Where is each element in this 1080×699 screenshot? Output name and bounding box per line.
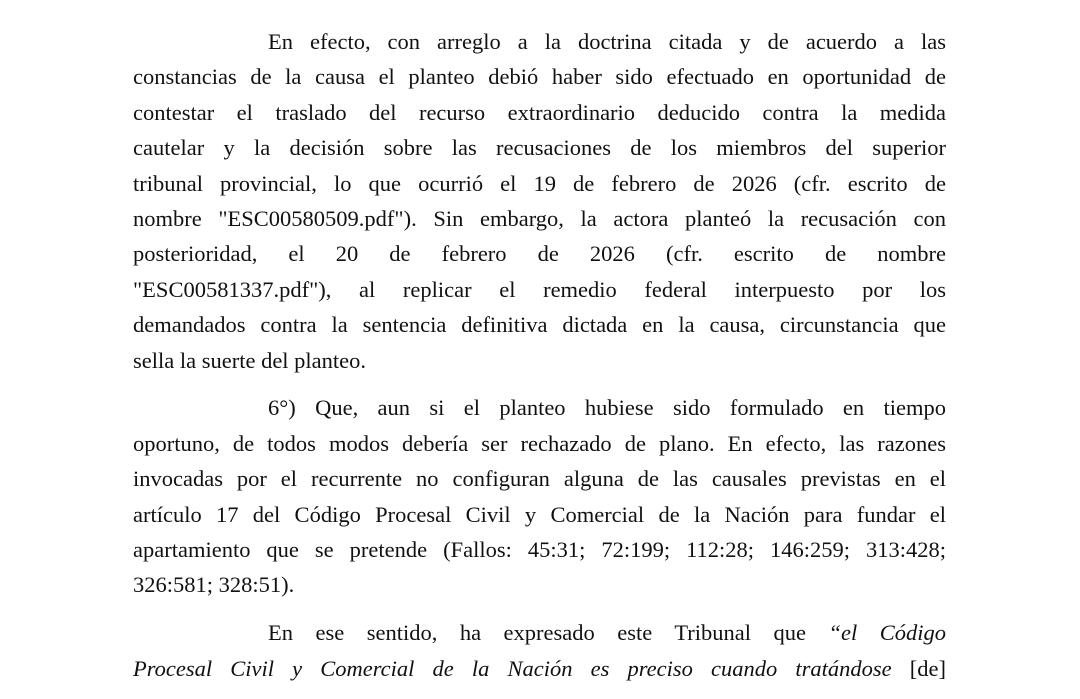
paragraph-5-conclusion <box>133 24 946 378</box>
text-line <box>133 651 946 686</box>
text-line: demandados contra la sentencia definitiva dictada en la causa, circunstancia que <box>133 312 946 338</box>
text-line: artículo 17 del Código Procesal Civil y Comercial de la Nación para fundar el <box>133 501 946 527</box>
paragraph-6 <box>133 390 946 602</box>
plain-text: [de] <box>891 655 946 681</box>
text-line: cautelar y la decisión sobre las recusaciones de los miembros del superior <box>133 135 946 161</box>
quoted-text: “el Código <box>828 620 946 646</box>
text-line: "ESC00581337.pdf"), al replicar el remedio federal interpuesto por los <box>133 276 946 302</box>
text-line: nombre "ESC00580509.pdf"). Sin embargo, la actora planteó la recusación con <box>133 205 946 231</box>
text-line: constancias de la causa el planteo debió haber sido efectuado en oportunidad de <box>133 64 946 90</box>
text-line: tribunal provincial, lo que ocurrió el 19 de febrero de 2026 (cfr. escrito de <box>133 170 946 196</box>
text-line: apartamiento que se pretende (Fallos: 45:31; 72:199; 112:28; 146:259; 313:428; <box>133 536 946 562</box>
text-line: oportuno, de todos modos debería ser rechazado de plano. En efecto, las razones <box>133 430 946 456</box>
text-line: 6°) Que, aun si el planteo hubiese sido formulado en tiempo <box>268 395 946 421</box>
plain-text: En ese sentido, ha expresado este Tribunal que <box>268 620 829 646</box>
text-line: posterioridad, el 20 de febrero de 2026 (cfr. escrito de nombre <box>133 241 946 267</box>
paragraph-quote <box>133 615 946 686</box>
text-line <box>133 615 946 650</box>
quoted-text: Procesal Civil y Comercial de la Nación es preciso cuando tratándose <box>133 655 892 681</box>
text-line: En efecto, con arreglo a la doctrina citada y de acuerdo a las <box>268 29 946 54</box>
text-line: sella la suerte del planteo. <box>133 347 367 373</box>
text-line: invocadas por el recurrente no configuran alguna de las causales previstas en el <box>133 466 946 492</box>
text-line: contestar el traslado del recurso extraordinario deducido contra la medida <box>133 99 946 125</box>
text-line: 326:581; 328:51). <box>133 572 295 598</box>
document-page <box>133 24 946 699</box>
